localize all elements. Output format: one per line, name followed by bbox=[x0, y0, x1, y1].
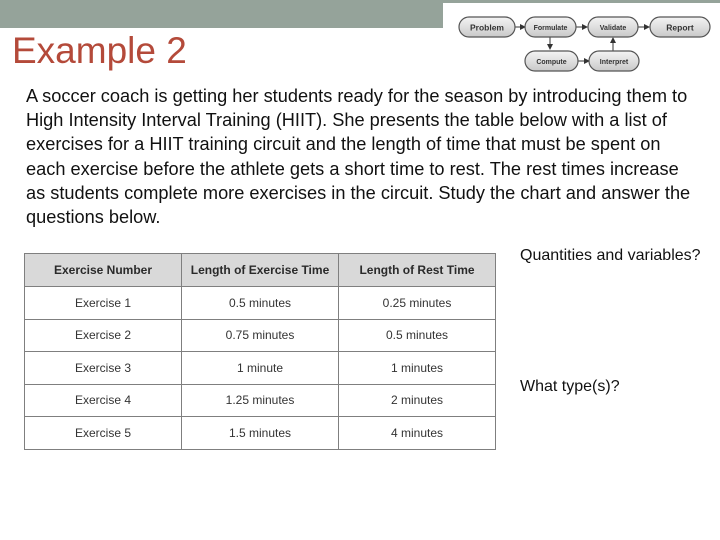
cell-exercise: Exercise 4 bbox=[25, 384, 182, 417]
table-row bbox=[25, 287, 496, 320]
node-validate-label: Validate bbox=[599, 25, 627, 32]
cell-exercise: Exercise 2 bbox=[25, 319, 182, 352]
table-header-row bbox=[25, 254, 496, 287]
question-quantities: Quantities and variables? bbox=[520, 247, 701, 264]
cell-rest-time: 0.25 minutes bbox=[339, 287, 496, 320]
cell-exercise-time: 1.5 minutes bbox=[182, 417, 339, 450]
cell-exercise-time: 0.5 minutes bbox=[182, 287, 339, 320]
node-formulate-label: Formulate bbox=[533, 25, 568, 32]
cell-exercise-time: 1 minute bbox=[182, 352, 339, 385]
modeling-cycle-diagram bbox=[443, 3, 720, 77]
cell-exercise-time: 0.75 minutes bbox=[182, 319, 339, 352]
node-report bbox=[650, 17, 710, 37]
node-compute bbox=[525, 51, 578, 71]
node-problem bbox=[459, 17, 515, 37]
node-interpret bbox=[589, 51, 639, 71]
table-row bbox=[25, 352, 496, 385]
node-compute-label: Compute bbox=[536, 59, 567, 66]
problem-text: A soccer coach is getting her students ready for the season by introducing them to High Intensity Interval Training (HIIT). She presents the table below with a list of exercises for a HIIT training circuit and the length of time that must be spent on each exercise before the athlete gets a short time to rest. The rest times increase as students complete more exercises in the circuit. Study the chart and answer the questions below. bbox=[26, 86, 691, 228]
question-types: What type(s)? bbox=[520, 378, 620, 395]
node-interpret-label: Interpret bbox=[599, 59, 629, 66]
exercise-table bbox=[24, 253, 496, 450]
table-row bbox=[25, 384, 496, 417]
table-row bbox=[25, 417, 496, 450]
header-exercise-number: Exercise Number bbox=[25, 254, 182, 287]
node-report-label: Report bbox=[666, 22, 694, 33]
cell-exercise: Exercise 1 bbox=[25, 287, 182, 320]
table-row bbox=[25, 319, 496, 352]
node-validate bbox=[588, 17, 638, 37]
header-exercise-time: Length of Exercise Time bbox=[182, 254, 339, 287]
cell-rest-time: 4 minutes bbox=[339, 417, 496, 450]
node-problem-label: Problem bbox=[469, 22, 505, 33]
cell-exercise: Exercise 5 bbox=[25, 417, 182, 450]
slide-title: Example 2 bbox=[12, 30, 187, 71]
cell-exercise-time: 1.25 minutes bbox=[182, 384, 339, 417]
cell-rest-time: 1 minutes bbox=[339, 352, 496, 385]
node-formulate bbox=[525, 17, 576, 37]
cell-rest-time: 0.5 minutes bbox=[339, 319, 496, 352]
cell-rest-time: 2 minutes bbox=[339, 384, 496, 417]
cell-exercise: Exercise 3 bbox=[25, 352, 182, 385]
header-rest-time: Length of Rest Time bbox=[339, 254, 496, 287]
